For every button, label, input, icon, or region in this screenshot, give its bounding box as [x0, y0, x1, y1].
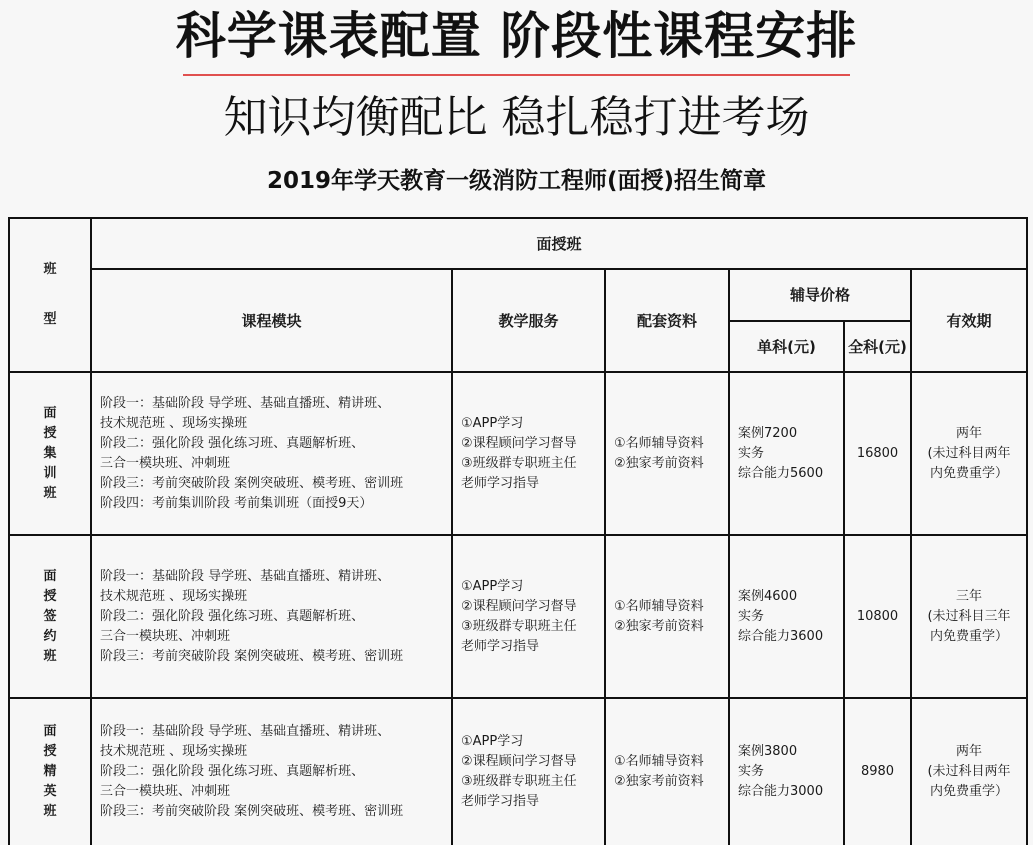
- class-type-header-char: 型: [43, 312, 57, 327]
- module-line: 技术规范班 、现场实操班: [100, 744, 248, 759]
- materials: [605, 372, 729, 535]
- service-line: 老师学习指导: [461, 638, 540, 654]
- module-line: 阶段二：强化阶段 强化练习班、真题解析班、: [100, 608, 365, 624]
- validity-line: 内免费重学）: [930, 784, 1009, 799]
- validity-line: 内免费重学）: [930, 465, 1009, 481]
- single-subject-price: [729, 698, 844, 845]
- validity: [911, 372, 1027, 535]
- validity: [911, 535, 1027, 698]
- class-name-char: 训: [43, 465, 57, 481]
- class-name-char: 班: [43, 648, 57, 664]
- module-line: 阶段三：考前突破阶段 案例突破班、模考班、密训班: [100, 648, 404, 664]
- module-line: 阶段一：基础阶段 导学班、基础直播班、精讲班、: [100, 724, 391, 739]
- class-name: [9, 535, 91, 698]
- class-name-char: 面: [43, 405, 57, 421]
- course-modules: [91, 372, 452, 535]
- full-subject-price: 8980: [844, 698, 911, 845]
- face-to-face-header: 面授班: [91, 218, 1027, 269]
- validity-line: (未过科目两年: [927, 445, 1011, 461]
- table-row: [9, 698, 1027, 845]
- class-name-char: 班: [43, 485, 57, 501]
- module-line: 阶段二：强化阶段 强化练习班、真题解析班、: [100, 764, 365, 779]
- module-line: 阶段三：考前突破阶段 案例突破班、模考班、密训班: [100, 804, 404, 819]
- price-line: 实务: [738, 445, 765, 461]
- class-name: [9, 698, 91, 845]
- course-table: [8, 217, 1028, 845]
- service-line: ①APP学习: [461, 578, 524, 594]
- service-line: 老师学习指导: [461, 794, 540, 809]
- price-line: 实务: [738, 764, 765, 779]
- class-name-char: 授: [43, 425, 57, 441]
- validity-line: (未过科目两年: [927, 764, 1011, 779]
- sub-title: 知识均衡配比 稳扎稳打进考场: [223, 92, 810, 143]
- price-line: 综合能力3000: [738, 784, 824, 799]
- validity-line: (未过科目三年: [927, 608, 1011, 624]
- price-line: 实务: [738, 608, 765, 624]
- table-row: [9, 372, 1027, 535]
- course-modules: [91, 698, 452, 845]
- class-name-char: 授: [43, 744, 57, 759]
- service-line: ③班级群专职班主任: [461, 455, 577, 471]
- course-modules: [91, 535, 452, 698]
- title-divider: [183, 74, 850, 76]
- teaching-services: [452, 372, 605, 535]
- class-name-char: 精: [43, 764, 57, 779]
- price-header: 辅导价格: [729, 269, 911, 321]
- material-line: ①名师辅导资料: [614, 435, 704, 451]
- validity-line: 三年: [956, 588, 983, 604]
- materials: [605, 535, 729, 698]
- single-subject-price: [729, 535, 844, 698]
- course-module-header: 课程模块: [91, 269, 452, 372]
- service-line: ②课程顾问学习督导: [461, 598, 577, 614]
- class-name-char: 面: [43, 724, 57, 739]
- service-line: ②课程顾问学习督导: [461, 435, 577, 451]
- validity-line: 内免费重学）: [930, 628, 1009, 644]
- validity-header: 有效期: [911, 269, 1027, 372]
- teaching-services: [452, 698, 605, 845]
- price-line: 案例4600: [738, 588, 798, 604]
- service-line: ①APP学习: [461, 415, 524, 431]
- price-line: 综合能力5600: [738, 465, 824, 481]
- validity-line: 两年: [956, 425, 983, 441]
- service-line: ③班级群专职班主任: [461, 618, 577, 634]
- service-line: ③班级群专职班主任: [461, 774, 577, 789]
- class-name-char: 班: [43, 804, 57, 819]
- full-price-header: 全科(元): [844, 321, 911, 372]
- material-line: ①名师辅导资料: [614, 598, 704, 614]
- module-line: 三合一模块班、冲刺班: [100, 784, 231, 799]
- validity: [911, 698, 1027, 845]
- module-line: 阶段一：基础阶段 导学班、基础直播班、精讲班、: [100, 568, 391, 584]
- single-subject-price: [729, 372, 844, 535]
- module-line: 三合一模块班、冲刺班: [100, 628, 231, 644]
- teaching-service-header: 教学服务: [452, 269, 605, 372]
- brochure-title: 2019年学天教育一级消防工程师(面授)招生简章: [266, 168, 767, 194]
- price-line: 案例3800: [738, 744, 798, 759]
- module-line: 技术规范班 、现场实操班: [100, 588, 248, 604]
- service-line: 老师学习指导: [461, 475, 540, 491]
- material-line: ①名师辅导资料: [614, 754, 704, 769]
- class-name-char: 签: [43, 608, 57, 624]
- module-line: 三合一模块班、冲刺班: [100, 455, 231, 471]
- material-line: ②独家考前资料: [614, 455, 704, 471]
- single-price-header: 单科(元): [729, 321, 844, 372]
- material-line: ②独家考前资料: [614, 618, 704, 634]
- full-subject-price: 10800: [844, 535, 911, 698]
- module-line: 阶段三：考前突破阶段 案例突破班、模考班、密训班: [100, 475, 404, 491]
- module-line: 技术规范班 、现场实操班: [100, 415, 248, 431]
- module-line: 阶段一：基础阶段 导学班、基础直播班、精讲班、: [100, 395, 391, 411]
- full-subject-price: 16800: [844, 372, 911, 535]
- service-line: ①APP学习: [461, 734, 524, 749]
- class-name-char: 授: [43, 588, 57, 604]
- class-name-char: 集: [43, 445, 57, 461]
- class-type-header-char: 班: [43, 262, 57, 277]
- teaching-services: [452, 535, 605, 698]
- price-line: 综合能力3600: [738, 628, 824, 644]
- class-name-char: 约: [43, 628, 57, 644]
- table-row: [9, 535, 1027, 698]
- materials-header: 配套资料: [605, 269, 729, 372]
- validity-line: 两年: [956, 744, 983, 759]
- material-line: ②独家考前资料: [614, 774, 704, 789]
- service-line: ②课程顾问学习督导: [461, 754, 577, 769]
- class-type-header: [9, 218, 91, 372]
- class-name-char: 英: [43, 784, 57, 799]
- module-line: 阶段四：考前集训阶段 考前集训班（面授9天）: [100, 495, 373, 511]
- class-name-char: 面: [43, 568, 57, 584]
- materials: [605, 698, 729, 845]
- price-line: 案例7200: [738, 425, 798, 441]
- class-name: [9, 372, 91, 535]
- module-line: 阶段二：强化阶段 强化练习班、真题解析班、: [100, 435, 365, 451]
- main-title: 科学课表配置 阶段性课程安排: [175, 7, 858, 65]
